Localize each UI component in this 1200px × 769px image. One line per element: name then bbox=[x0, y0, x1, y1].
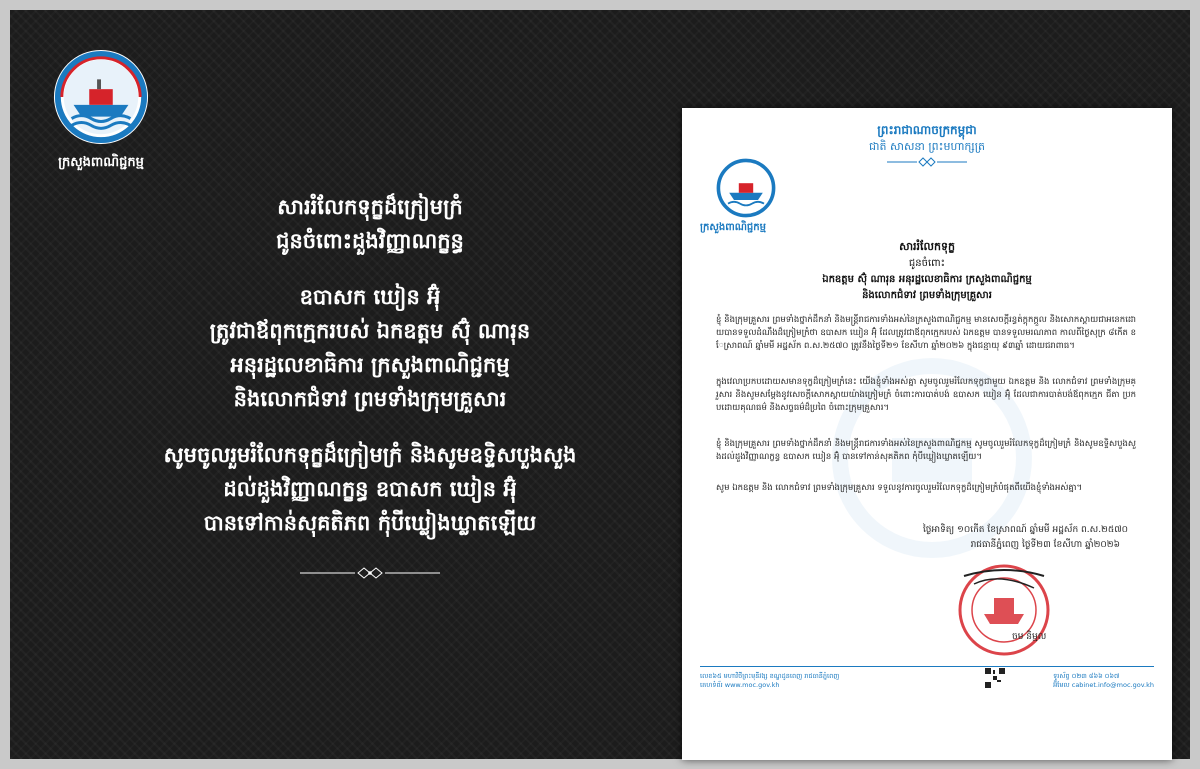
wish-line-2: ដល់ដួងវិញ្ញាណក្ខន្ធ ឧបាសក ឃៀន អ៊ុំ bbox=[223, 477, 517, 501]
signer-name: ចម និម្មល bbox=[1012, 632, 1047, 642]
header-ornament-icon bbox=[887, 157, 967, 167]
heading-line-2: ជូនចំពោះដួងវិញ្ញាណក្ខន្ធ bbox=[276, 229, 464, 253]
ministry-logo bbox=[46, 48, 156, 173]
footer-contact bbox=[1053, 672, 1154, 690]
ornament-divider-icon bbox=[300, 566, 440, 580]
footer-email: អ៊ីមែល cabinet.info@moc.gov.kh bbox=[1053, 681, 1154, 689]
qr-code-icon bbox=[985, 668, 1005, 688]
letter-title: សាររំលែកទុក្ខ bbox=[899, 240, 955, 253]
footer-address bbox=[700, 672, 839, 690]
condolence-panel bbox=[10, 10, 1190, 759]
letter-to: ជូនចំពោះ bbox=[908, 258, 946, 269]
ministry-name: ក្រសួងពាណិជ្ជកម្ម bbox=[58, 155, 144, 170]
condolence-letter bbox=[682, 108, 1172, 760]
letter-paragraph-3: ខ្ញុំ និងក្រុមគ្រួសារ ព្រមទាំងថ្នាក់ដឹកនាំ និងមន្ត្រីរាជការទាំងអស់នៃក្រសួងពាណិជ្ជកម្ម សូមចូលរួមរំលែកទុក្ខដ៏ក្រៀមក្រំ និងសូមឧទ្ទិសបួងសួងដល់ដួងវិញ្ញាណក្ខន្ធ ឧបាសក ឃៀន អ៊ុំ បានទៅកាន់សុគតិភព កុំបីឃ្លៀងឃ្លាតឡើយ។ bbox=[716, 439, 1136, 462]
letter-footer bbox=[700, 666, 1154, 702]
relation-line: ត្រូវជាឪពុកក្មេករបស់ ឯកឧត្តម ស៊ុំ ណារុន bbox=[209, 319, 531, 343]
ornament-divider bbox=[160, 566, 580, 580]
family-line: និងលោកជំទាវ ព្រមទាំងក្រុមគ្រួសារ bbox=[233, 387, 507, 411]
footer-website: គេហទំព័រ www.moc.gov.kh bbox=[700, 681, 780, 689]
condolence-message bbox=[160, 190, 580, 580]
letter-ministry-name: ក្រសួងពាណិជ្ជកម្ម bbox=[700, 222, 766, 233]
footer-phone: ទូរស័ព្ទ ០២៣ ៨៦៦ ០៦៧ bbox=[1053, 672, 1120, 680]
motto-header: ជាតិ សាសនា ព្រះមហាក្សត្រ bbox=[869, 140, 985, 153]
wish-line-3: បានទៅកាន់សុគតិភព កុំបីឃ្លៀងឃ្លាតឡើយ bbox=[203, 511, 537, 535]
position-line: អនុរដ្ឋលេខាធិការ ក្រសួងពាណិជ្ជកម្ម bbox=[230, 353, 510, 377]
ministry-emblem-icon bbox=[52, 48, 150, 146]
letter-recipient-1: ឯកឧត្តម ស៊ុំ ណារុន អនុរដ្ឋលេខាធិការ ក្រសួងពាណិជ្ជកម្ម bbox=[822, 274, 1032, 285]
letter-emblem-icon bbox=[716, 158, 776, 218]
letter-recipient-2: និងលោកជំទាវ ព្រមទាំងក្រុមគ្រួសារ bbox=[862, 290, 992, 301]
letter-paragraph-4: សូម ឯកឧត្តម និង លោកជំទាវ ព្រមទាំងក្រុមគ្រួសារ ទទួលនូវការចូលរួមរំលែកទុក្ខដ៏ក្រៀមក្រំបំផុតពីយើងខ្ញុំទាំងអស់គ្នា។ bbox=[716, 483, 1083, 493]
heading-line-1: សាររំលែកទុក្ខដ៏ក្រៀមក្រំ bbox=[277, 195, 463, 219]
footer-address-line: លេខ៦៥ មហាវិថីព្រះមុនីវង្ស ខណ្ឌដូនពេញ រាជធានីភ្នំពេញ bbox=[700, 672, 840, 680]
letter-paragraph-1: ខ្ញុំ និងក្រុមគ្រួសារ ព្រមទាំងថ្នាក់ដឹកនាំ និងមន្ត្រីរាជការទាំងអស់នៃក្រសួងពាណិជ្ជកម្ម មានសេចក្តីរន្ធត់ក្តុកក្តួល និងសោកស្តាយជាអនេកដោយបានទទួលដំណឹងដ៏ក្រៀមក្រំថា ឧបាសក ឃៀន អ៊ុំ ដែលត្រូវជាឪពុកក្មេករបស់ ឯកឧត្តម បានទទួលមរណភាព កាលពីថ្ងៃសុក្រ ៨កើត ខែស្រាពណ៍ ឆ្នាំមមី អដ្ឋស័ក ព.ស.២៥៧០ ត្រូវនឹងថ្ងៃទី២១ ខែសីហា ឆ្នាំ២០២៦ ក្នុងជន្មាយុ ៩៣ឆ្នាំ ដោយជរាពាធ។ bbox=[716, 315, 1136, 351]
deceased-name: ឧបាសក ឃៀន អ៊ុំ bbox=[299, 285, 441, 309]
solar-date: រាជធានីភ្នំពេញ ថ្ងៃទី២៣ ខែសីហា ឆ្នាំ២០២៦ bbox=[970, 540, 1120, 550]
wish-line-1: សូមចូលរួមរំលែកទុក្ខដ៏ក្រៀមក្រំ និងសូមឧទ្ទិសបួងសួង bbox=[163, 443, 577, 467]
kingdom-header: ព្រះរាជាណាចក្រកម្ពុជា bbox=[877, 123, 977, 137]
letter-paragraph-2: ក្នុងវេលាប្រកបដោយសមានទុក្ខដ៏ក្រៀមក្រំនេះ យើងខ្ញុំទាំងអស់គ្នា សូមចូលរួមរំលែកទុក្ខជាមួយ ឯកឧត្តម និង លោកជំទាវ ព្រមទាំងក្រុមគ្រួសារ និងសូមសម្តែងនូវសេចក្តីសោកស្តាយយ៉ាងក្រៀមក្រំ ចំពោះការបាត់បង់ ឧបាសក ឃៀន អ៊ុំ ដែលជាការបាត់បង់ឪពុកក្មេក ជីតា ប្រកបដោយគុណធម៌ និងសច្ចធម៌ដ៏ប្រពៃ ចំពោះក្រុមគ្រួសារ។ bbox=[716, 377, 1136, 413]
lunar-date: ថ្ងៃអាទិត្យ ១០កើត ខែស្រាពណ៍ ឆ្នាំមមី អដ្ឋស័ក ព.ស.២៥៧០ bbox=[922, 525, 1128, 535]
